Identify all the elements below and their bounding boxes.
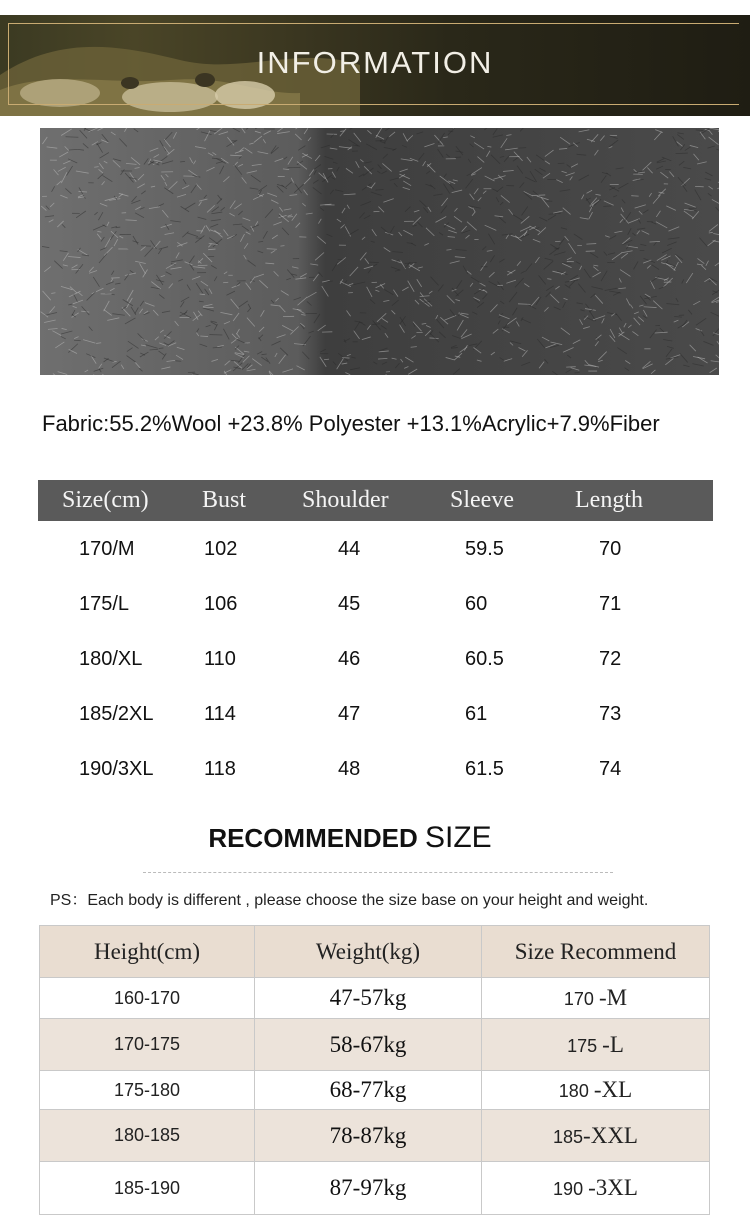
size-row: 185/2XL 114 47 61 73 xyxy=(79,703,622,725)
header-sleeve: Sleeve xyxy=(450,487,514,513)
recommended-size-table xyxy=(39,925,710,1215)
header-bust: Bust xyxy=(202,487,247,513)
header-weight: Weight(kg) xyxy=(255,926,482,978)
size-row: 180/XL 110 46 60.5 72 xyxy=(79,648,622,670)
size-table-header xyxy=(38,480,713,521)
size-row: 190/3XL 118 48 61.5 74 xyxy=(79,758,622,780)
divider xyxy=(143,872,613,873)
table-row: 180-185 78-87kg 185-XXL xyxy=(40,1110,710,1162)
size-row: 170/M 102 44 59.5 70 xyxy=(79,538,622,560)
table-row: 160-170 47-57kg 170 -M xyxy=(40,978,710,1019)
header-size-recommend: Size Recommend xyxy=(482,926,710,978)
size-note: PS：Each body is different , please choose the size base on your height and weight. xyxy=(50,892,649,909)
recommended-title-big: SIZE xyxy=(425,821,492,854)
recommended-title-small: RECOMMENDED xyxy=(208,823,418,853)
fabric-swatch-photo xyxy=(40,128,719,375)
header-shoulder: Shoulder xyxy=(302,487,389,513)
table-header-row xyxy=(40,926,710,978)
table-row: 175-180 68-77kg 180 -XL xyxy=(40,1071,710,1110)
header-height: Height(cm) xyxy=(40,926,255,978)
header-size: Size(cm) xyxy=(62,487,149,513)
size-row: 175/L 106 45 60 71 xyxy=(79,593,622,615)
fabric-composition: Fabric:55.2%Wool +23.8% Polyester +13.1%Acrylic+7.9%Fiber xyxy=(42,411,660,436)
information-banner xyxy=(0,15,750,116)
recommended-size-title xyxy=(0,821,700,855)
table-row: 170-175 58-67kg 175 -L xyxy=(40,1019,710,1071)
table-row: 185-190 87-97kg 190 -3XL xyxy=(40,1162,710,1215)
header-length: Length xyxy=(575,487,643,513)
banner-title: INFORMATION xyxy=(256,45,494,80)
